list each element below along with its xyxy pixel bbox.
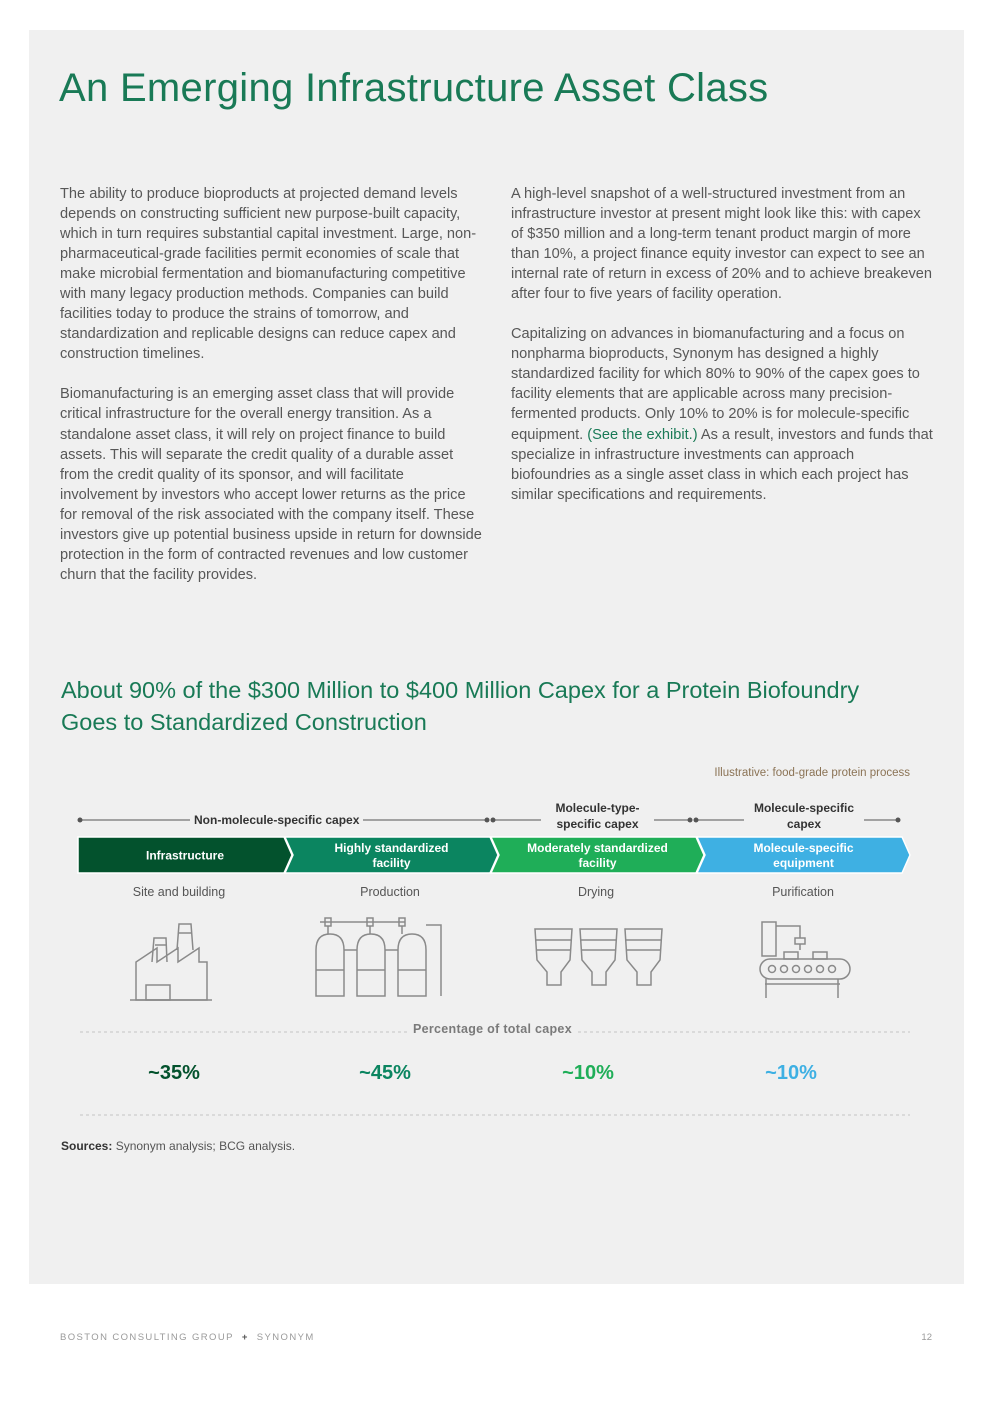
non-molecule-group-label: Non-molecule-specific capex [190, 812, 363, 828]
footer-left: BOSTON CONSULTING GROUP [60, 1332, 234, 1343]
percentage-header: Percentage of total capex [409, 1022, 576, 1036]
dryer-icon [535, 929, 662, 985]
paragraph: Biomanufacturing is an emerging asset class that will provide critical infrastructure for the overall energy transition. As a standalone asset class, it will rely on project finance to build assets. This will separate the credit quality of a durable asset from the credit quality of its sponsor, and will facilitate involvement by investors who accept lower returns as the price for removal of the risk associated with the company itself. These investors give up potential business upside in return for downside protection in the form of contracted revenues and low customer churn that the facility provides. [60, 386, 482, 583]
fermentation-tanks-icon [316, 918, 441, 996]
page-title: An Emerging Infrastructure Asset Class [59, 66, 769, 110]
chevron-label: Infrastructure [145, 848, 225, 863]
percentage-value: ~10% [765, 1062, 817, 1084]
molecule-type-group-label: Molecule-type-specific capex [541, 800, 654, 832]
page-number: 12 [921, 1332, 932, 1343]
exhibit-link[interactable]: (See the exhibit.) [587, 426, 698, 443]
paragraph-text: Capitalizing on advances in biomanufacturing and a focus on nonpharma bioproducts, Synonym has designed a highly standardized facility for which 80% to 90% of the capex goes to facility elements that are applicable across many precision-fermented products. Only 10% to 20% is for molecule-specific equipment. [511, 326, 920, 443]
percentage-value: ~45% [359, 1062, 411, 1084]
factory-icon [130, 924, 212, 1000]
chevron-label: Moderately standardized facility [527, 841, 668, 870]
stage-label: Drying [577, 885, 615, 899]
footer [60, 1332, 315, 1343]
stage-label: Production [360, 885, 420, 899]
illustrative-note: Illustrative: food-grade protein process [714, 767, 910, 779]
sources-text: Synonym analysis; BCG analysis. [115, 1139, 296, 1153]
molecule-specific-group-label: Molecule-specific capex [744, 800, 864, 832]
sources-label: Sources: [61, 1139, 113, 1153]
paragraph-text: As a result, investors and funds that specialize in infrastructure investments can approach biofoundries as a single asset class in which each project has similar specifications and requirements. [511, 426, 933, 503]
purification-line-icon [760, 922, 850, 998]
chevron-label: Highly standardized facility [334, 841, 449, 870]
paragraph: The ability to produce bioproducts at projected demand levels depends on constructing sufficient new purpose-built capacity, which in turn requires substantial capital investment. Large, non-pharmaceutical-grade facilities permit economies of scale that make microbial fermentation and biomanufacturing competitive with many legacy production methods. Companies can build facilities today to produce the strains of tomorrow, and standardization and replicable designs can reduce capex and construction timelines. [60, 186, 477, 363]
chevron-label: Molecule-specific equipment [753, 841, 854, 870]
exhibit-title: About 90% of the $300 Million to $400 Million Capex for a Protein Biofoundry Goes to Standardized Construction [61, 677, 860, 735]
paragraph: A high-level snapshot of a well-structured investment from an infrastructure investor at present might look like this: with capex of $350 million and a long-term tenant product margin of more than 10%, a project finance equity investor can expect to see an internal rate of return in excess of 20% and to achieve breakeven after four to five years of facility operation. [511, 186, 933, 303]
percentage-value: ~10% [562, 1062, 614, 1084]
percentage-value: ~35% [148, 1062, 200, 1084]
footer-plus: + [241, 1332, 249, 1343]
sources-note [61, 1139, 295, 1153]
chevron-row [78, 837, 910, 873]
stage-label: Purification [772, 885, 834, 899]
footer-right: SYNONYM [256, 1332, 315, 1343]
stage-label: Site and building [132, 885, 226, 899]
